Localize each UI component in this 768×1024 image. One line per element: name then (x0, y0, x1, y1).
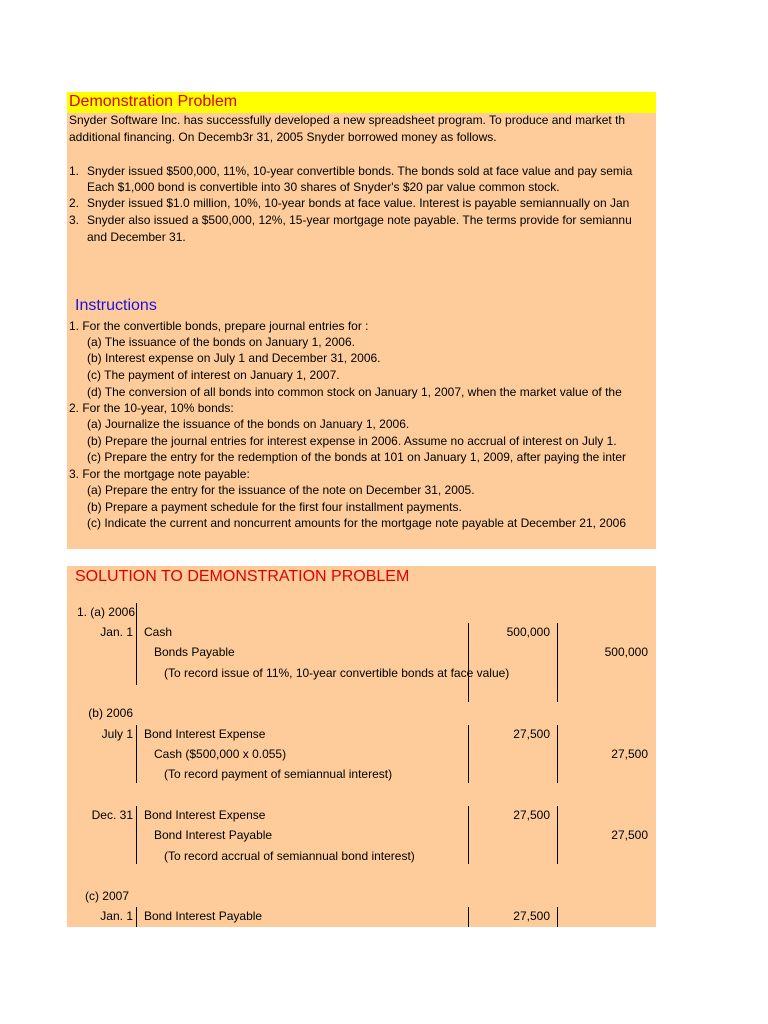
debit-amount: 27,500 (513, 727, 550, 741)
section-label: (b) 2006 (88, 706, 133, 720)
instruction-line: 1. For the convertible bonds, prepare journal entries for : (69, 319, 369, 333)
problem-title: Demonstration Problem (69, 93, 238, 110)
instruction-line: (a) Journalize the issuance of the bonds on January 1, 2006. (87, 417, 410, 431)
entry-explanation: (To record issue of 11%, 10-year convertible bonds at face value) (164, 666, 510, 680)
instruction-line: (b) Prepare the journal entries for interest expense in 2006. Assume no accrual of interest on July 1. (87, 434, 617, 448)
item-text: Each $1,000 bond is convertible into 30 shares of Snyder's $20 par value common stock. (87, 180, 560, 194)
credit-amount: 500,000 (604, 645, 648, 659)
entry-explanation: (To record payment of semiannual interest) (164, 767, 393, 781)
instruction-line: (b) Interest expense on July 1 and December 31, 2006. (87, 351, 381, 365)
date-column-rule (136, 603, 137, 685)
instruction-line: (a) Prepare the entry for the issuance of the note on December 31, 2005. (87, 483, 475, 497)
credit-amount: 27,500 (611, 747, 648, 761)
entry-account: Cash ($500,000 x 0.055) (154, 747, 287, 761)
item-text: Snyder also issued a $500,000, 12%, 15-year mortgage note payable. The terms provide for semiannu (87, 213, 632, 227)
credit-amount: 27,500 (611, 828, 648, 842)
entry-account: Bond Interest Payable (144, 909, 263, 923)
instructions-title: Instructions (75, 297, 157, 314)
entry-date: Dec. 31 (91, 808, 133, 822)
section-label: (c) 2007 (84, 889, 129, 903)
debit-amount: 27,500 (513, 909, 550, 923)
credit-column-rule (557, 623, 558, 702)
credit-column-rule (557, 907, 558, 927)
date-column-rule (136, 907, 137, 927)
entry-date: July 1 (101, 727, 133, 741)
solution-panel (67, 566, 656, 927)
instruction-line: (c) Prepare the entry for the redemption of the bonds at 101 on January 1, 2009, after paying the inter (87, 450, 626, 464)
date-column-rule (136, 725, 137, 783)
instruction-line: (b) Prepare a payment schedule for the first four installment payments. (87, 500, 462, 514)
section-label: 1. (a) 2006 (76, 605, 135, 619)
item-number: 1. (69, 164, 80, 178)
entry-account: Bond Interest Expense (144, 727, 266, 741)
debit-amount: 27,500 (513, 808, 550, 822)
entry-account: Bond Interest Expense (144, 808, 266, 822)
item-text: Snyder issued $1.0 million, 10%, 10-year bonds at face value. Interest is payable semiannually on Jan (87, 196, 630, 210)
intro-line-1: Snyder Software Inc. has successfully developed a new spreadsheet program. To produce and market th (69, 113, 626, 127)
problem-panel (67, 92, 656, 549)
entry-explanation: (To record accrual of semiannual bond interest) (164, 849, 415, 863)
entry-date: Jan. 1 (100, 625, 133, 639)
entry-account: Bonds Payable (154, 645, 235, 659)
solution-title: SOLUTION TO DEMONSTRATION PROBLEM (75, 568, 410, 585)
entry-account: Cash (144, 625, 173, 639)
instruction-line: 2. For the 10-year, 10% bonds: (69, 401, 234, 415)
item-number: 3. (69, 213, 80, 227)
instruction-line: (a) The issuance of the bonds on January 1, 2006. (87, 335, 355, 349)
debit-amount: 500,000 (506, 625, 550, 639)
item-text: and December 31. (87, 230, 186, 244)
intro-line-2: additional financing. On Decemb3r 31, 2005 Snyder borrowed money as follows. (69, 130, 497, 144)
instruction-line: (d) The conversion of all bonds into common stock on January 1, 2007, when the market value of the (87, 385, 622, 399)
date-column-rule (136, 806, 137, 864)
entry-account: Bond Interest Payable (154, 828, 273, 842)
item-text: Snyder issued $500,000, 11%, 10-year convertible bonds. The bonds sold at face value and pay semia (87, 164, 633, 178)
instruction-line: (c) The payment of interest on January 1, 2007. (87, 368, 340, 382)
entry-date: Jan. 1 (100, 909, 133, 923)
instruction-line: (c) Indicate the current and noncurrent amounts for the mortgage note payable at December 21, 2006 (87, 516, 626, 530)
item-number: 2. (69, 196, 80, 210)
instruction-line: 3. For the mortgage note payable: (69, 467, 250, 481)
